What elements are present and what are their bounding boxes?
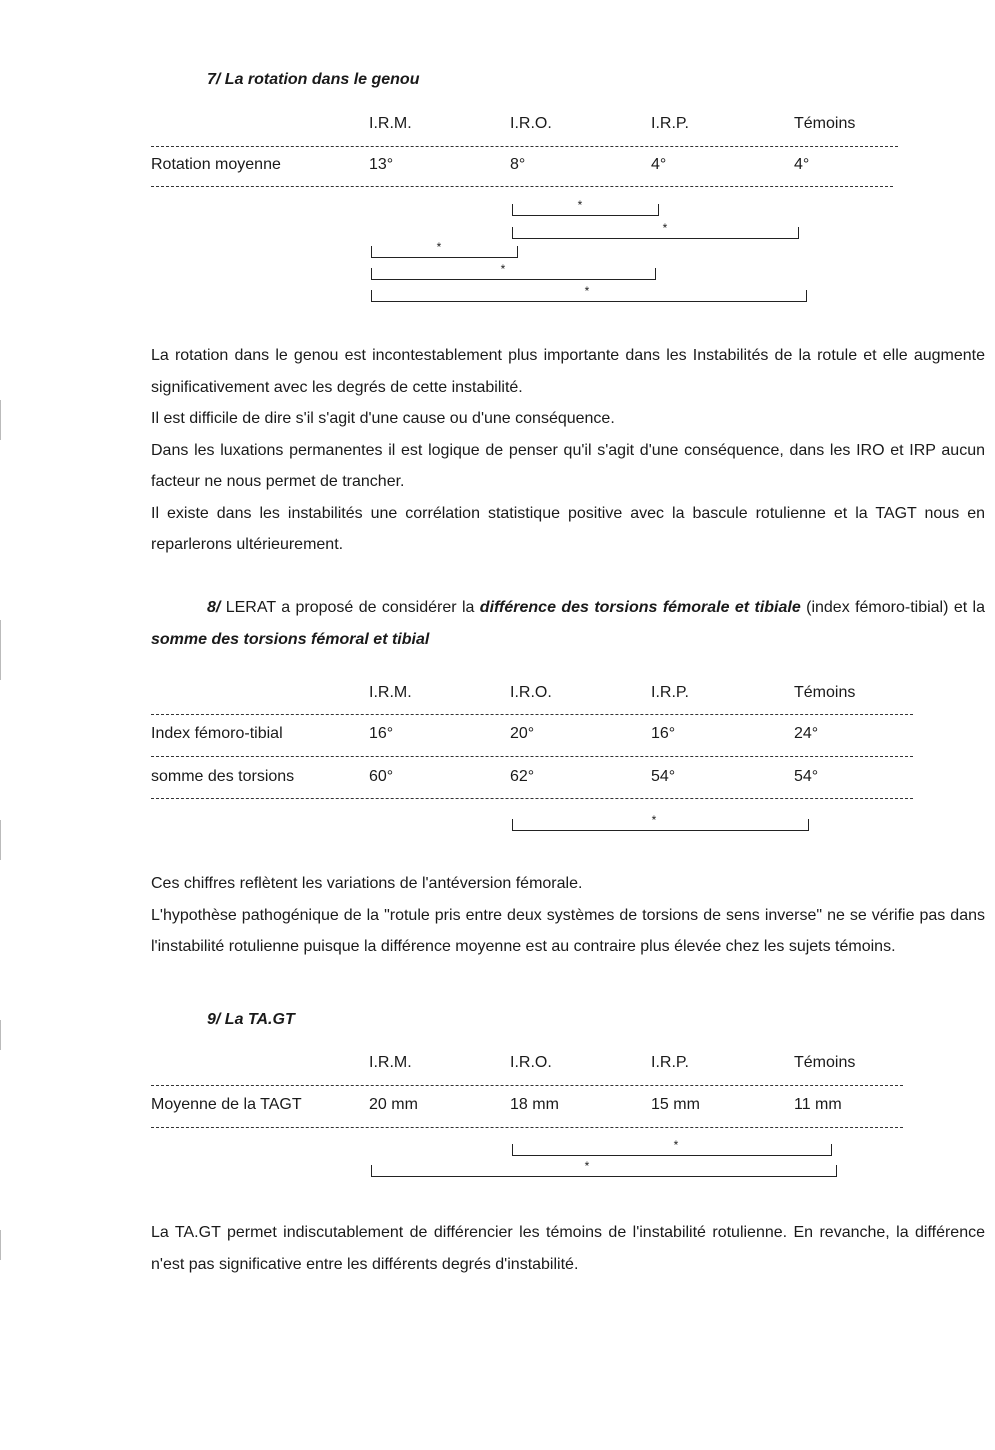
paragraph: La TA.GT permet indiscutablement de différencier les témoins de l'instabilité rotulienne. En revanche, la différence n'est pas significative entre les différents degrés d'instabilité. [151, 1224, 985, 1273]
intro-emphasis: somme des torsions fémoral et tibial [151, 630, 430, 648]
significance-star: * [500, 262, 506, 276]
significance-star: * [436, 240, 442, 254]
row-label: Rotation moyenne [151, 156, 281, 173]
cell-value: 18 mm [510, 1096, 559, 1113]
cell-value: 4° [651, 156, 667, 173]
significance-bracket [371, 268, 656, 280]
cell-value: 13° [369, 156, 394, 173]
significance-bracket [512, 227, 799, 239]
scan-edge-mark [0, 1230, 1, 1260]
col-header-iro: I.R.O. [510, 684, 552, 701]
significance-star: * [662, 221, 668, 235]
significance-bracket [371, 1165, 837, 1177]
cell-value: 62° [510, 768, 535, 785]
cell-value: 8° [510, 156, 526, 173]
cell-value: 15 mm [651, 1096, 700, 1113]
cell-value: 54° [651, 768, 676, 785]
section-8-intro [151, 592, 985, 655]
col-header-irm: I.R.M. [369, 684, 412, 701]
col-header-irp: I.R.P. [651, 1054, 689, 1071]
paragraph: La rotation dans le genou est incontestablement plus importante dans les Instabilités de la rotule et elle augmente significativement avec les degrés de cette instabilité. [151, 347, 985, 396]
cell-value: 4° [794, 156, 810, 173]
scan-edge-mark [0, 400, 1, 440]
col-header-irp: I.R.P. [651, 115, 689, 132]
cell-value: 16° [651, 725, 676, 742]
scan-edge-mark [0, 1020, 1, 1050]
scan-edge-mark [0, 820, 1, 860]
significance-star: * [577, 198, 583, 212]
col-header-temoins: Témoins [794, 115, 856, 132]
section-7-text [151, 340, 985, 561]
intro-paragraph [151, 592, 985, 655]
row-label: Moyenne de la TAGT [151, 1096, 302, 1113]
paragraph: Dans les luxations permanentes il est logique de penser qu'il s'agit d'une conséquence, dans les IRO et IRP aucun facteur ne nous permet de trancher. [151, 441, 985, 490]
section-8-text [151, 868, 985, 963]
col-header-temoins: Témoins [794, 1054, 856, 1071]
significance-star: * [673, 1138, 679, 1152]
table-rule [151, 1127, 903, 1128]
row-label: Index fémoro-tibial [151, 725, 283, 742]
significance-bracket [371, 246, 518, 258]
significance-star: * [584, 1159, 590, 1173]
significance-star: * [651, 813, 657, 827]
intro-text: LERAT a proposé de considérer la [220, 599, 480, 616]
col-header-temoins: Témoins [794, 684, 856, 701]
cell-value: 60° [369, 768, 394, 785]
col-header-irm: I.R.M. [369, 1054, 412, 1071]
cell-value: 24° [794, 725, 819, 742]
paragraph: Il existe dans les instabilités une corrélation statistique positive avec la bascule rotulienne et la TAGT nous en reparlerons ultérieurement. [151, 504, 985, 553]
table-rule [151, 146, 898, 147]
scan-edge-mark [0, 620, 1, 680]
table-rule [151, 1085, 903, 1086]
cell-value: 20° [510, 725, 535, 742]
row-label: somme des torsions [151, 768, 295, 785]
intro-text: (index fémoro-tibial) et la [800, 599, 985, 616]
section-9-heading: 9/ La TA.GT [207, 1011, 295, 1028]
section-7-heading: 7/ La rotation dans le genou [207, 71, 420, 88]
cell-value: 20 mm [369, 1096, 418, 1113]
col-header-iro: I.R.O. [510, 115, 552, 132]
section-9-text [151, 1217, 985, 1280]
col-header-irp: I.R.P. [651, 684, 689, 701]
col-header-iro: I.R.O. [510, 1054, 552, 1071]
section-8-number: 8/ [207, 599, 221, 616]
cell-value: 54° [794, 768, 819, 785]
paragraph: Il est difficile de dire s'il s'agit d'une cause ou d'une conséquence. [151, 410, 615, 427]
significance-bracket [512, 204, 659, 216]
cell-value: 11 mm [794, 1096, 842, 1113]
table-rule [151, 714, 913, 715]
significance-bracket [512, 1144, 832, 1156]
table-rule [151, 186, 893, 187]
significance-star: * [584, 284, 590, 298]
paragraph: L'hypothèse pathogénique de la "rotule pris entre deux systèmes de torsions de sens inverse" ne se vérifie pas dans l'instabilité rotulienne puisque la différence moyenne est au contraire plus élevée chez les sujets témoins. [151, 906, 985, 955]
table-rule [151, 798, 913, 799]
cell-value: 16° [369, 725, 394, 742]
paragraph: Ces chiffres reflètent les variations de l'antéversion fémorale. [151, 875, 583, 892]
col-header-irm: I.R.M. [369, 115, 412, 132]
table-rule [151, 756, 913, 757]
intro-emphasis: différence des torsions fémorale et tibiale [479, 599, 801, 616]
significance-bracket [512, 819, 809, 831]
